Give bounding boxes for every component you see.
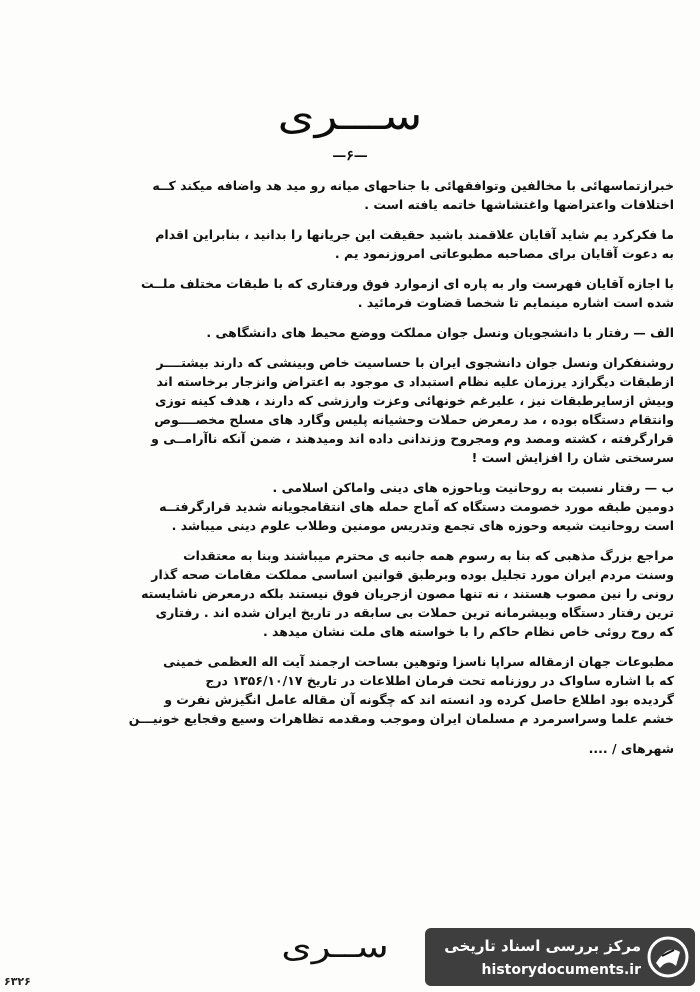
text-line: قرارگرفته ، کشته ومصد وم ومجروح وزندانی داده اند ومیدهند ، ضمن آنکه ناآرامــی و xyxy=(151,431,674,446)
archive-watermark xyxy=(425,928,695,986)
text-line: وسنت مردم ایران مورد تجلیل بوده وبرطبق قوانین اساسی مملکت مقامات صحه گذار xyxy=(151,567,674,582)
document-body xyxy=(34,176,674,758)
text-line: دومین طبقه مورد خصومت دستگاه که آماج حمله های انتقامجویانه شدید قرارگرفتــه xyxy=(159,499,674,514)
text-line: وبیش ازسایرطبقات نیز ، علیرغم خونهائی وعزت وارزشی که دارند ، هدف کینه توزی xyxy=(155,393,674,408)
text-line: است روحانیت شیعه وحوزه های تجمع وتدریس مومنین وطلاب علوم دینی میباشد . xyxy=(171,518,674,533)
text-line: که با اشاره ساواک در روزنامه تحت فرمان اطلاعات در تاریخ ۱۳۵۶/۱۰/۱۷ درج xyxy=(205,673,674,688)
watermark-title: مرکز بررسی اسناد تاریخی xyxy=(444,937,641,955)
text-line: شده است اشاره مینمایم تا شخصا قضاوت فرمائید . xyxy=(357,295,674,310)
text-line: مطبوعات جهان ازمقاله سراپا ناسزا وتوهین بساحت ارجمند آیت اله العظمی خمینی xyxy=(163,654,674,669)
text-line: سرسختی شان را افزایش است ! xyxy=(471,450,674,465)
text-line: وانتقام دستگاه بوده ، مد رمعرض حملات وحشیانه پلیس وگارد های مسلح مخصــــوص xyxy=(154,412,674,427)
classification-heading-bottom: ســری xyxy=(281,930,389,965)
text-line: خشم علما وسراسرمرد م مسلمان ایران وموجب ومقدمه تظاهرات وسیع وفجایع خونیـــن xyxy=(128,711,674,726)
text-line: ترین رفتار دستگاه وبیشرمانه ترین حملات بی سابقه در تاریخ ایران شده اند . رفتاری xyxy=(155,605,674,620)
text-line: گردیده بود اطلاع حاصل کرده ود انسته اند که چگونه آن مقاله عامل انگیزش نفرت و xyxy=(164,692,674,707)
section-heading-a: الف — رفتار با دانشجویان ونسل جوان مملکت ووضع محیط های دانشگاهی . xyxy=(206,325,674,340)
text-line: با اجازه آقایان فهرست وار به پاره ای ازموارد فوق ورفتاری که با طبقات مختلف ملــت xyxy=(141,276,674,291)
classification-heading-top: ســـری xyxy=(277,94,423,138)
watermark-url: historydocuments.ir xyxy=(481,962,641,978)
text-line: به دعوت آقایان برای مصاحبه مطبوعاتی امروزنمود یم . xyxy=(334,246,674,261)
page-number: —۶— xyxy=(332,148,368,164)
text-line: ما فکرکرد یم شاید آقایان علاقمند باشید حقیقت این جریانها را بدانید ، بنابراین اقدام xyxy=(155,227,674,242)
section-heading-b: ب — رفتار نسبت به روحانیت وباحوزه های دینی واماکن اسلامی . xyxy=(272,480,674,495)
text-line: خبرازتماسهائی با مخالفین وتوافقهائی با جناحهای میانه رو مید هد واضافه میکند کــه xyxy=(152,178,674,193)
text-line: که روح روئی خاص نظام حاکم را با خواسته های ملت نشان میدهد . xyxy=(262,624,674,639)
continuation-line: شهرهای / .... xyxy=(588,741,674,756)
archive-logo-icon xyxy=(647,936,689,978)
text-line: ازطبقات دیگرازد یرزمان علیه نظام استبداد ی موجود به اعتراض وانزجار برخاسته اند xyxy=(156,374,674,389)
archive-number: ۶۳۲۶ xyxy=(4,975,31,988)
text-line: اختلافات واعتراضها واغتشاشها خاتمه یافته است . xyxy=(364,197,674,212)
text-line: رونی را نین مصوب هستند ، نه تنها مصون ازجریان فوق نیستند بلکه درمعرض ناشایسته xyxy=(141,586,674,601)
text-line: روشنفکران ونسل جوان دانشجوی ایران با حساسیت خاص وبینشی که دارند بیشتــــر xyxy=(156,355,674,370)
text-line: مراجع بزرگ مذهبی که بنا به رسوم همه جانبه ی محترم میباشند وبنا به معتقدات xyxy=(183,548,674,563)
